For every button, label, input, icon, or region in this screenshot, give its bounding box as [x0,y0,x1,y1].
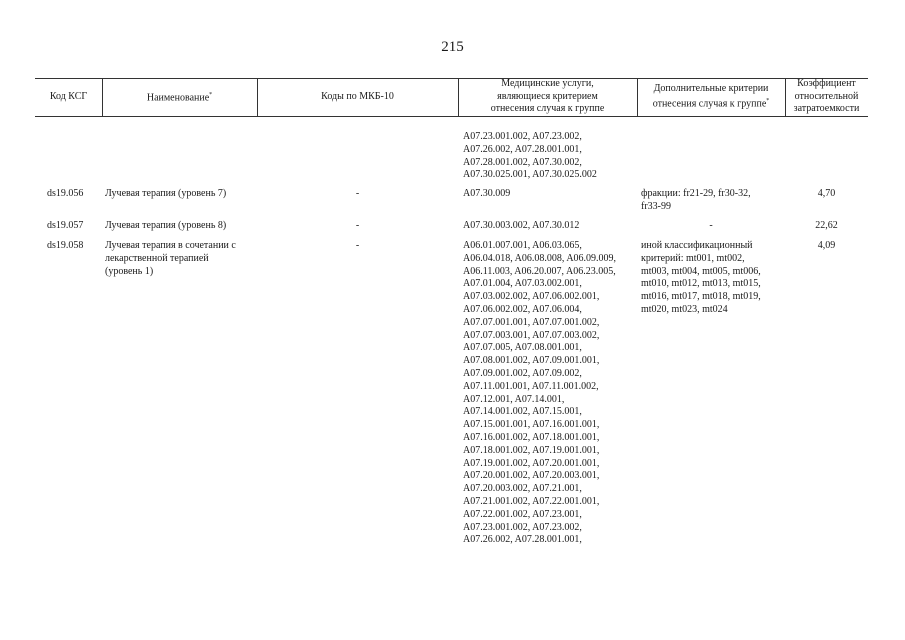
row-mkb: - [355,240,360,251]
row-mkb: - [355,220,360,231]
row-code: ds19.056 [47,188,84,199]
header-bottom-rule [35,116,868,117]
row-name: Лучевая терапия (уровень 7) [105,188,227,199]
continuation-services: A07.23.001.002, A07.23.002, A07.26.002, A07.28.001.001, A07.28.001.002, A07.30.002, A07.30.025.001, A07.30.025.002 [463,131,597,181]
row-services: A06.01.007.001, A06.03.065, A06.04.018, A06.08.008, A06.09.009, A06.11.003, A06.20.007, A06.23.005, A07.01.004, A07.03.002.001, A07.03.002.002, A07.06.002.001, A07.06.002.002, A07.06.004, A07.07.001.001, A07.07.001.002, A07.07.003.001, A07.07.003.002, A07.07.005, A07.08.001.001, A07.08.001.002, A07.09.001.001, A07.09.001.002, A07.09.002, A07.11.001.001, A07.11.001.002, A07.12.001, A07.14.001, A07.14.001.002, A07.15.001, A07.15.001.001, A07.16.001.001, A07.16.001.002, A07.18.001.001, A07.18.001.002, A07.19.001.001, A07.19.001.002, A07.20.001.001, A07.20.001.002, A07.20.003.001, A07.20.003.002, A07.21.001, A07.21.001.002, A07.22.001.001, A07.22.001.002, A07.23.001, A07.23.001.002, A07.23.002, A07.26.002, A07.28.001.001, [463,240,617,546]
row-coef: 4,70 [817,188,836,199]
row-name: Лучевая терапия в сочетании с лекарственной терапией (уровень 1) [105,240,236,277]
row-criteria: иной классификационный критерий: mt001, mt002, mt003, mt004, mt005, mt006, mt010, mt012, mt013, mt015, mt016, mt017, mt018, mt019, mt020, mt023, mt024 [641,240,761,315]
row-mkb: - [355,188,360,199]
footnote-mark: * [766,98,770,105]
row-code: ds19.057 [47,220,84,231]
row-code: ds19.058 [47,240,84,251]
page-number: 215 [441,39,464,55]
header-name: Наименование* [146,92,213,104]
row-coef: 22,62 [815,220,838,231]
row-name: Лучевая терапия (уровень 8) [105,220,227,231]
row-coef: 4,09 [817,240,836,251]
header-mkb: Коды по МКБ-10 [321,90,394,102]
footnote-mark: * [209,92,213,99]
header-coef: Коэффициент относительной затратоемкости [793,78,860,115]
row-services: A07.30.003.002, A07.30.012 [463,220,580,231]
row-criteria: фракции: fr21-29, fr30-32, fr33-99 [641,188,751,212]
header-code: Код КСГ [49,90,88,102]
row-services: A07.30.009 [463,188,511,199]
header-services: Медицинские услуги, являющиеся критерием отнесения случая к группе [490,78,605,115]
header-criteria: Дополнительные критерии отнесения случая к группе* [652,82,770,110]
row-criteria: - [709,220,713,231]
